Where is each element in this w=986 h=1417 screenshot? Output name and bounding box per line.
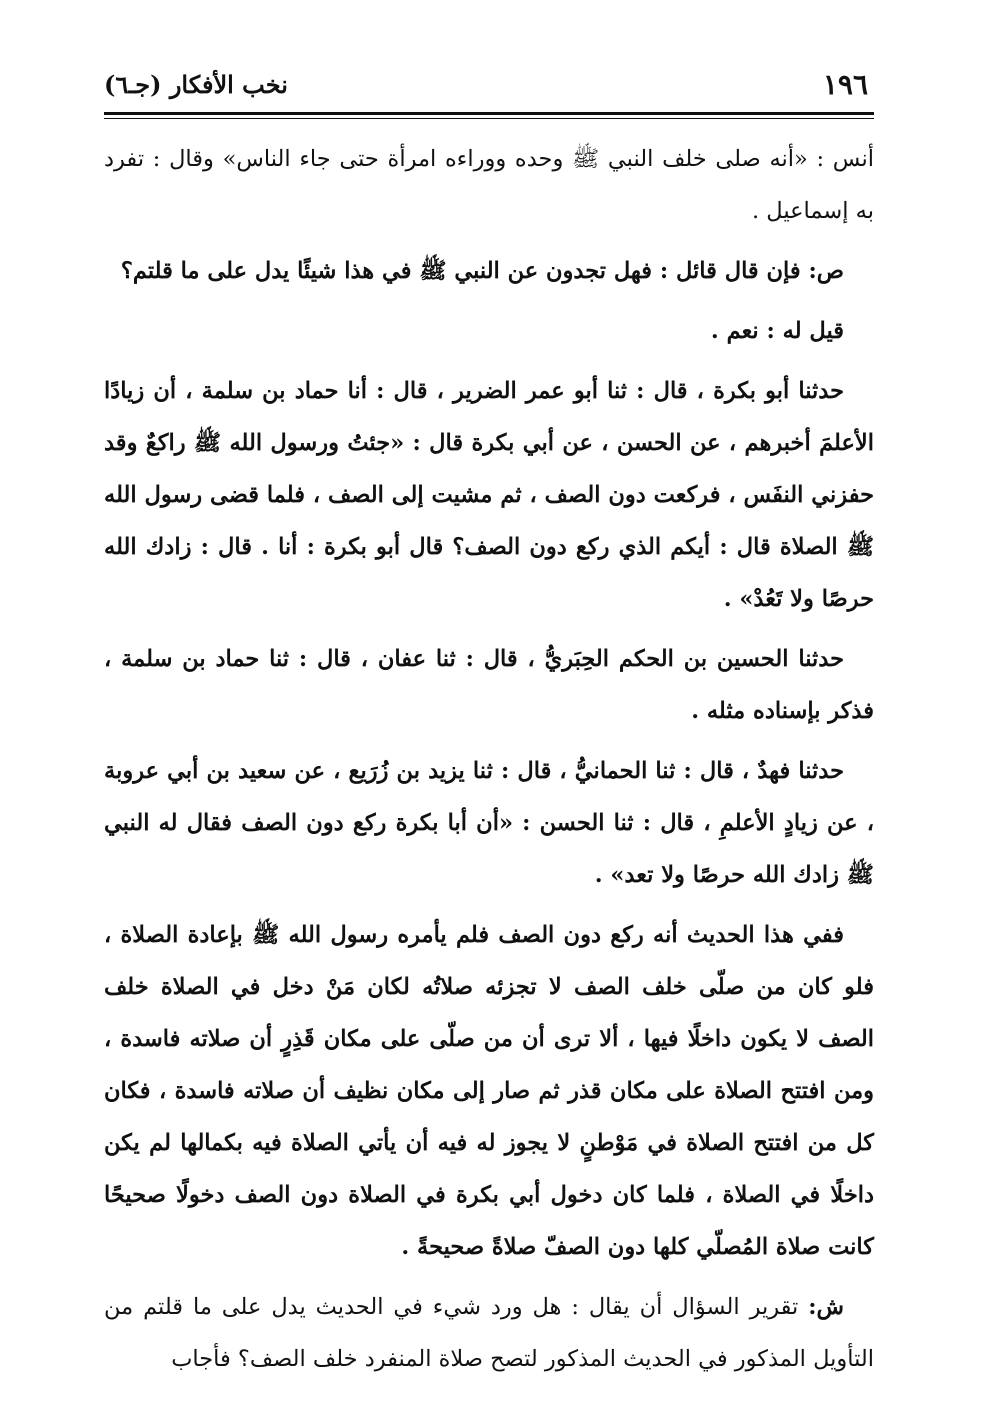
paragraph-hadith-abu-bakra: حدثنا أبو بكرة ، قال : ثنا أبو عمر الضرير ، قال : أنا حماد بن سلمة ، أن زيادًا الأعلمَ أخبرهم ، عن الحسن ، عن أبي بكرة قال : «جئتُ ورسول الله ﷺ راكعٌ وقد حفزني النفَس ، فركعت دون الصف ، ثم مشيت إلى الصف ، فلما قضى رسول الله ﷺ الصلاة قال : أيكم الذي ركع دون الصف؟ قال أبو بكرة : أنا . قال : زادك الله حرصًا ولا تَعُدْ» . [104,378,874,612]
header-rule-thick [104,112,874,115]
paragraph-question: ص: فإن قال قائل : فهل تجدون عن النبي ﷺ في هذا شيئًا يدل على ما قلتم؟ [120,258,844,284]
paragraph-commentary: ففي هذا الحديث أنه ركع دون الصف فلم يأمره رسول الله ﷺ بإعادة الصلاة ، فلو كان من صلّى خلف الصف لا تجزئه صلاتُه لكان مَنْ دخل في الصلاة خلف الصف لا يكون داخلًا فيها ، ألا ترى أن من صلّى على مكان قَذِرٍ أن صلاته فاسدة ، ومن افتتح الصلاة على مكان قذر ثم صار إلى مكان نظيف أن صلاته فاسدة ، فكان كل من افتتح الصلاة في مَوْطنٍ لا يجوز له فيه أن يأتي الصلاة فيه بكمالها لم يكن داخلًا في الصلاة ، فلما كان دخول أبي بكرة في الصلاة دون الصف دخولًا صحيحًا كانت صلاة المُصلّي كلها دون الصفّ صلاةً صحيحةً . [104,922,874,1260]
body-text [104,133,874,1385]
paragraph-hadith-hibari: حدثنا الحسين بن الحكم الحِبَريُّ ، قال : ثنا عفان ، قال : ثنا حماد بن سلمة ، فذكر بإسناده مثله . [104,646,874,724]
header-rule-thin [104,118,874,119]
book-page [104,62,874,1393]
page-number: ١٩٦ [822,68,868,101]
paragraph-anas: أنس : «أنه صلى خلف النبي ﷺ وحده ووراءه امرأة حتى جاء الناس» وقال : تفرد به إسماعيل . [104,146,874,224]
paragraph-explanation [104,1281,874,1385]
paragraph-answer: قيل له : نعم . [710,318,844,344]
explanation-lead: ش: [808,1294,844,1320]
page-header [104,62,874,110]
paragraph-hadith-fahd: حدثنا فهدٌ ، قال : ثنا الحمانيُّ ، قال : ثنا يزيد بن زُرَيع ، عن سعيد بن أبي عروبة ، عن زيادٍ الأعلمِ ، قال : ثنا الحسن : «أن أبا بكرة ركع دون الصف فقال له النبي ﷺ زادك الله حرصًا ولا تعد» . [104,758,874,888]
explanation-text: تقرير السؤال أن يقال : هل ورد شيء في الحديث يدل على ما قلتم من التأويل المذكور في الحديث المذكور لتصح صلاة المنفرد خلف الصف؟ فأجاب [104,1294,874,1372]
running-title: نخب الأفكار (جـ٦) [104,70,288,99]
